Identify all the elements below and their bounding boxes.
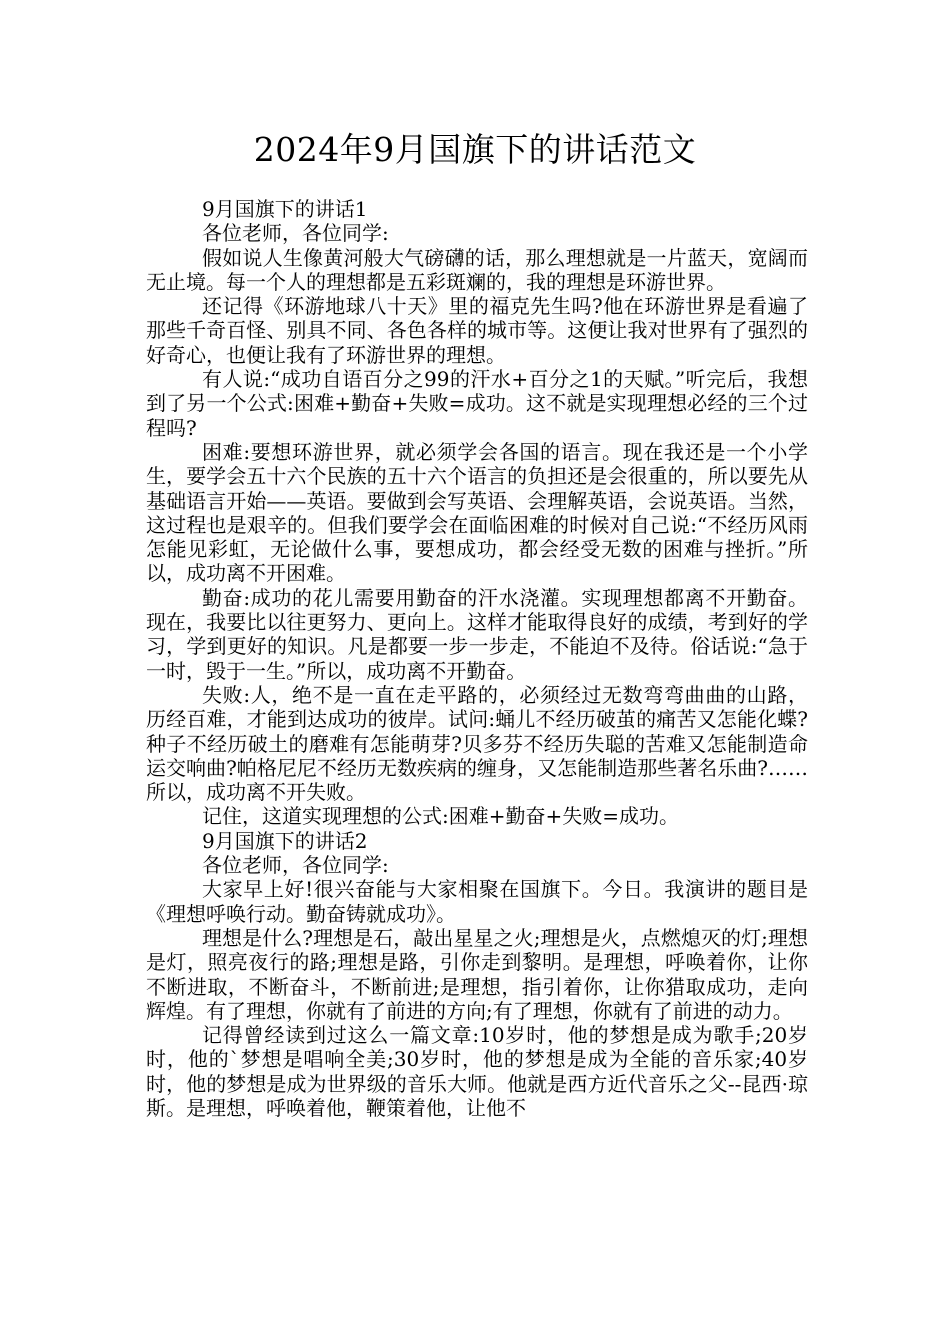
body-paragraph: 假如说人生像黄河般大气磅礴的话，那么理想就是一片蓝天，宽阔而无止境。每一个人的理想都是五彩斑斓的，我的理想是环游世界。 — [146, 245, 808, 294]
body-paragraph: 有人说:“成功自语百分之99的汗水+百分之1的天赋。”听完后，我想到了另一个公式:困难+勤奋+失败=成功。这不就是实现理想必经的三个过程吗? — [146, 367, 808, 440]
body-paragraph: 记得曾经读到过这么一篇文章:10岁时，他的梦想是成为歌手;20岁时，他的`梦想是唱响全美;30岁时，他的梦想是成为全能的音乐家;40岁时，他的梦想是成为世界级的音乐大师。他就是西方近代音乐之父--昆西·琼斯。是理想，呼唤着他，鞭策着他，让他不 — [146, 1023, 808, 1120]
body-paragraph: 记住，这道实现理想的公式:困难+勤奋+失败=成功。 — [202, 804, 680, 829]
body-paragraph: 失败:人，绝不是一直在走平路的，必须经过无数弯弯曲曲的山路，历经百难，才能到达成功的彼岸。试问:蛹儿不经历破茧的痛苦又怎能化蝶?种子不经历破土的磨难有怎能萌芽?贝多芬不经历失聪的苦难又怎能制造命运交响曲?帕格尼尼不经历无数疾病的缠身，又怎能制造那些著名乐曲?……所以，成功离不开失败。 — [146, 682, 808, 805]
body-paragraph: 困难:要想环游世界，就必须学会各国的语言。现在我还是一个小学生，要学会五十六个民族的五十六个语言的负担还是会很重的，所以要先从基础语言开始——英语。要做到会写英语、会理解英语，会说英语。当然，这过程也是艰辛的。但我们要学会在面临困难的时候对自己说:“不经历风雨怎能见彩虹，无论做什么事，要想成功，都会经受无数的困难与挫折。”所以，成功离不开困难。 — [146, 439, 808, 586]
body-paragraph: 大家早上好!很兴奋能与大家相聚在国旗下。今日。我演讲的题目是《理想呼唤行动。勤奋铸就成功》。 — [146, 877, 808, 926]
body-paragraph: 勤奋:成功的花儿需要用勤奋的汗水浇灌。实现理想都离不开勤奋。现在，我要比以往更努力、更向上。这样才能取得良好的成绩，考到好的学习，学到更好的知识。凡是都要一步一步走，不能迫不及待。俗话说:“急于一时，毁于一生。”所以，成功离不开勤奋。 — [146, 585, 808, 683]
body-paragraph: 还记得《环游地球八十天》里的福克先生吗?他在环游世界是看遍了那些千奇百怪、别具不同、各色各样的城市等。这便让我对世界有了强烈的好奇心，也便让我有了环游世界的理想。 — [146, 294, 808, 367]
greeting: 各位老师，各位同学: — [202, 221, 389, 246]
document-body — [146, 197, 808, 1120]
body-paragraph: 理想是什么?理想是石，敲出星星之火;理想是火，点燃熄灭的灯;理想是灯，照亮夜行的路;理想是路，引你走到黎明。是理想，呼唤着你，让你不断进取，不断奋斗，不断前进;是理想，指引着你，让你猎取成功，走向辉煌。有了理想，你就有了前进的方向;有了理想，你就有了前进的动力。 — [146, 925, 808, 1023]
greeting: 各位老师，各位同学: — [202, 853, 389, 878]
section-heading: 9月国旗下的讲话1 — [202, 197, 368, 221]
document-title: 2024年9月国旗下的讲话范文 — [253, 130, 697, 169]
section-heading: 9月国旗下的讲话2 — [202, 828, 368, 853]
